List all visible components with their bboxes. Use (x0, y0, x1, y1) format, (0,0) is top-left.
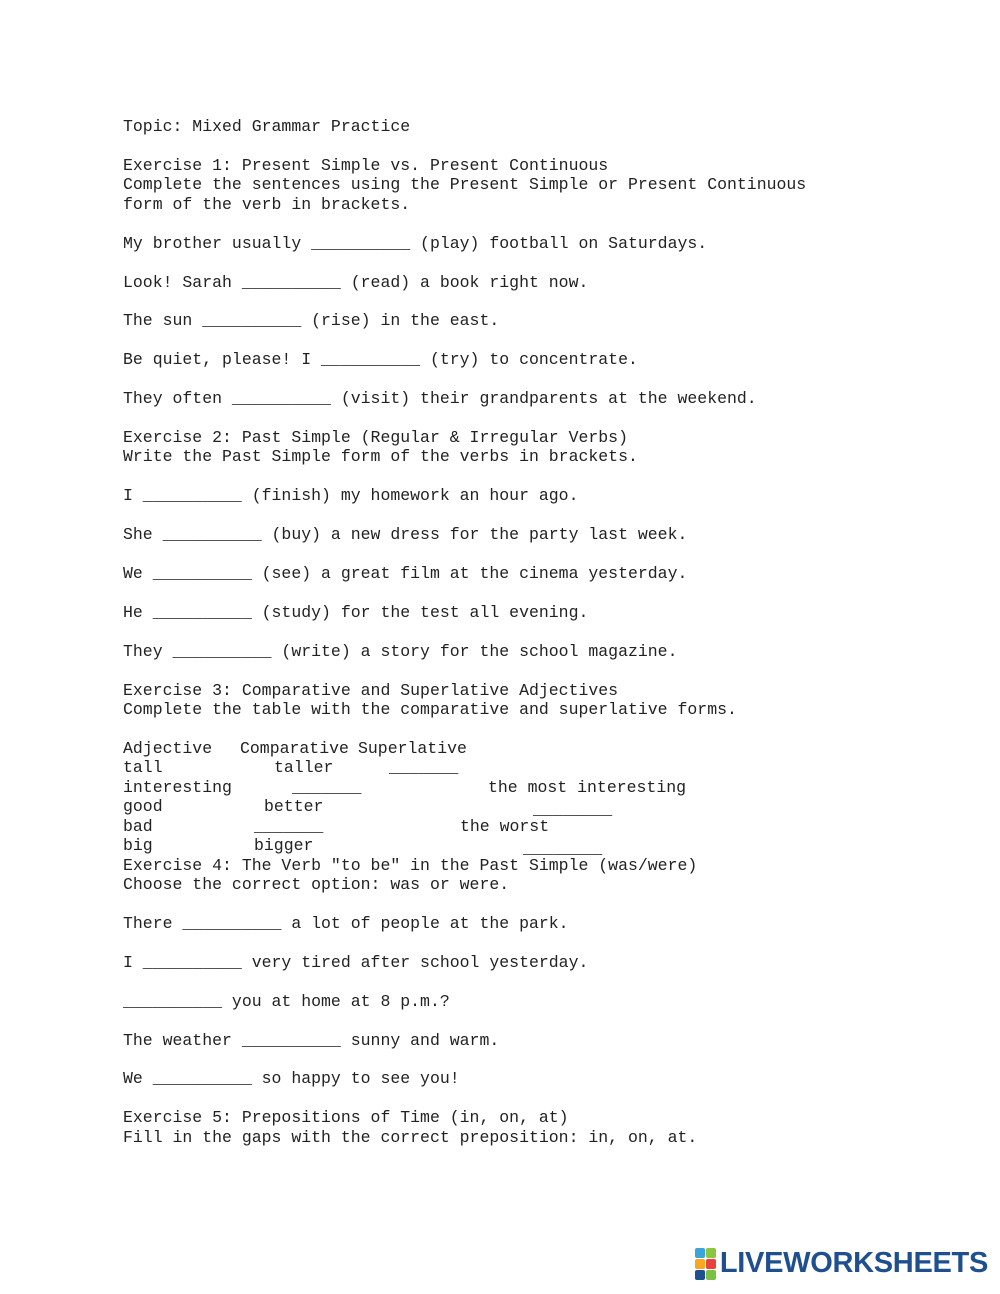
answer-blank[interactable]: _______ (292, 777, 362, 797)
exercise-2-item[interactable]: He __________ (study) for the test all evening. (123, 602, 589, 622)
table-cell: big (123, 836, 153, 856)
exercise-4-item[interactable]: __________ you at home at 8 p.m.? (123, 991, 450, 1011)
logo-square (706, 1270, 716, 1280)
table-cell: better (264, 797, 324, 817)
table-row (123, 797, 943, 820)
table-cell: the worst (460, 816, 550, 836)
logo-mark-icon (695, 1248, 716, 1280)
table-cell: good (123, 797, 163, 817)
exercise-2-title: Exercise 2: Past Simple (Regular & Irregular Verbs) (123, 428, 628, 447)
answer-blank[interactable]: ________ (523, 839, 603, 859)
exercise-2-item[interactable]: We __________ (see) a great film at the cinema yesterday. (123, 564, 688, 584)
logo-text: LIVEWORKSHEETS (719, 1247, 988, 1279)
exercise-1-item[interactable]: My brother usually __________ (play) football on Saturdays. (123, 233, 708, 253)
table-row (123, 836, 943, 859)
table-row (123, 758, 943, 777)
table-cell: the most interesting (488, 777, 687, 797)
exercise-4-item[interactable]: I __________ very tired after school yesterday. (123, 952, 589, 972)
table-row (123, 817, 943, 836)
exercise-3-instruction: Complete the table with the comparative and superlative forms. (123, 700, 737, 720)
exercise-2-item[interactable]: She __________ (buy) a new dress for the party last week. (123, 525, 688, 545)
table-cell: bad (123, 816, 153, 836)
exercise-4-item[interactable]: There __________ a lot of people at the park. (123, 913, 569, 933)
exercise-1-title: Exercise 1: Present Simple vs. Present Continuous (123, 155, 609, 175)
exercise-1-item[interactable]: They often __________ (visit) their grandparents at the weekend. (123, 389, 757, 409)
answer-blank[interactable]: _______ (389, 758, 459, 778)
table-cell: interesting (123, 777, 232, 797)
worksheet (123, 117, 943, 1147)
exercise-4-title: Exercise 4: The Verb "to be" in the Past Simple (was/were) (123, 855, 698, 875)
logo-square (695, 1259, 705, 1269)
topic-line: Topic: Mixed Grammar Practice (123, 117, 411, 136)
exercise-1-item[interactable]: The sun __________ (rise) in the east. (123, 311, 500, 331)
exercise-5-title: Exercise 5: Prepositions of Time (in, on, at) (123, 1108, 569, 1128)
exercise-2-item[interactable]: They __________ (write) a story for the school magazine. (123, 641, 678, 661)
table-cell: taller (274, 758, 334, 778)
table-header-superlative: Superlative (358, 739, 467, 758)
exercise-1-item[interactable]: Look! Sarah __________ (read) a book right now. (123, 272, 589, 292)
liveworksheets-logo[interactable] (695, 1247, 988, 1280)
table-row (123, 778, 943, 797)
exercise-4-item[interactable]: The weather __________ sunny and warm. (123, 1030, 500, 1050)
adjective-table-header (123, 739, 943, 758)
exercise-3-title: Exercise 3: Comparative and Superlative Adjectives (123, 680, 619, 700)
exercise-1-instruction: Complete the sentences using the Present Simple or Present Continuous (123, 175, 807, 195)
exercise-4-item[interactable]: We __________ so happy to see you! (123, 1069, 460, 1089)
logo-square (706, 1259, 716, 1269)
table-cell: bigger (254, 836, 314, 856)
exercise-4-instruction: Choose the correct option: was or were. (123, 875, 510, 895)
answer-blank[interactable]: ________ (533, 800, 613, 820)
exercise-2-instruction: Write the Past Simple form of the verbs in brackets. (123, 447, 638, 467)
logo-square (695, 1270, 705, 1280)
table-header-comparative: Comparative (240, 739, 349, 758)
exercise-1-instruction: form of the verb in brackets. (123, 194, 411, 214)
logo-square (695, 1248, 705, 1258)
table-cell: tall (123, 758, 163, 778)
table-header-adjective: Adjective (123, 739, 213, 758)
exercise-2-item[interactable]: I __________ (finish) my homework an hour ago. (123, 486, 579, 506)
answer-blank[interactable]: _______ (254, 816, 324, 836)
logo-square (706, 1248, 716, 1258)
exercise-5-instruction: Fill in the gaps with the correct preposition: in, on, at. (123, 1127, 698, 1147)
exercise-1-item[interactable]: Be quiet, please! I __________ (try) to concentrate. (123, 350, 638, 370)
